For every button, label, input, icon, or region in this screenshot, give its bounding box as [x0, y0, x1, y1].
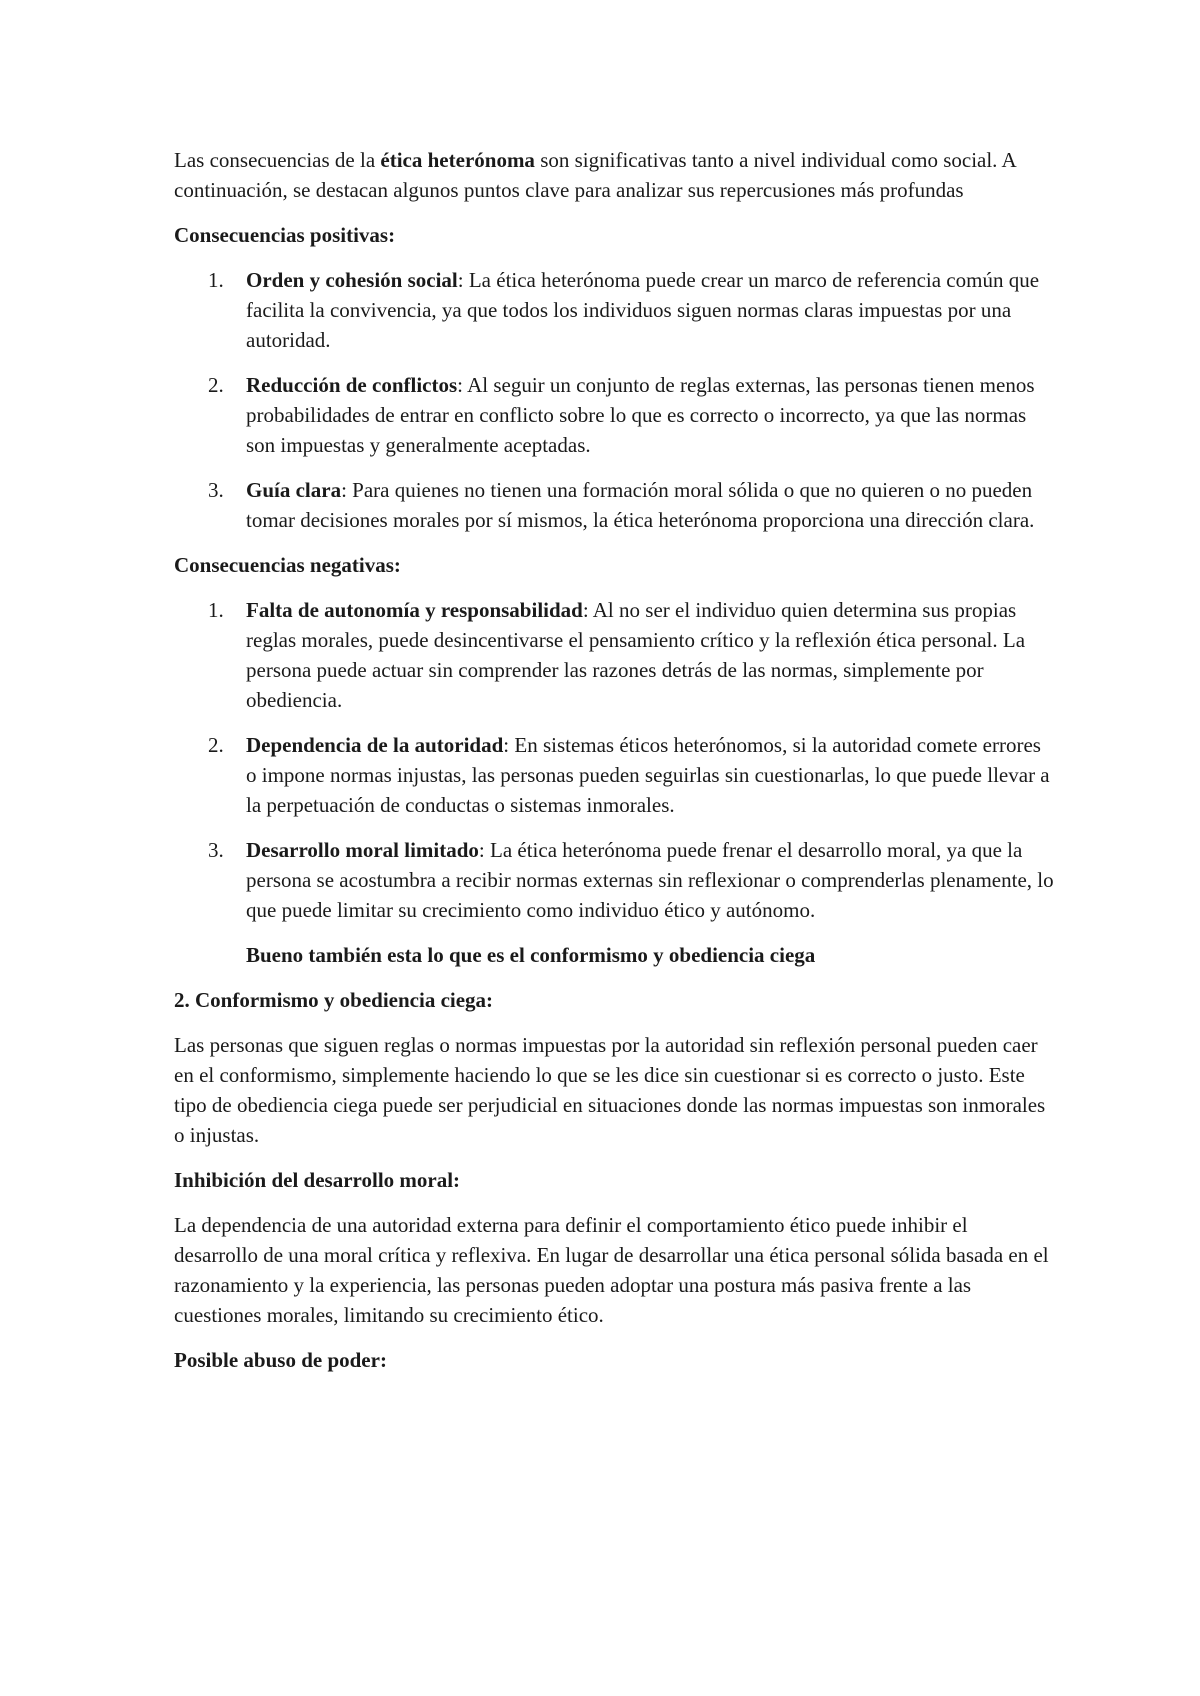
- inhibition-heading: Inhibición del desarrollo moral:: [174, 1168, 461, 1192]
- list-number: 1.: [208, 268, 224, 292]
- list-item: [174, 370, 1054, 460]
- negative-list: [174, 595, 1054, 925]
- list-number: 3.: [208, 838, 224, 862]
- negative-heading: Consecuencias negativas:: [174, 553, 401, 577]
- list-text: : La ética heterónoma puede crear un marco de referencia común que facilita la convivencia, ya que todos los individuos siguen normas claras impuestas por una autoridad.: [246, 268, 1040, 352]
- list-text: : La ética heterónoma puede frenar el desarrollo moral, ya que la persona se acostumbra a recibir normas externas sin reflexionar o comprenderlas plenamente, lo que puede limitar su crecimiento como individuo ético y autónomo.: [246, 838, 1054, 922]
- list-number: 2.: [208, 733, 224, 757]
- list-text: : En sistemas éticos heterónomos, si la autoridad comete errores o impone normas injustas, las personas pueden seguirlas sin cuestionarlas, lo que puede llevar a la perpetuación de conductas o sistemas inmorales.: [246, 733, 1050, 817]
- list-term: Guía clara: [246, 478, 342, 502]
- list-item: [174, 265, 1054, 355]
- document-body: [174, 145, 1054, 1390]
- list-number: 1.: [208, 598, 224, 622]
- list-item: [174, 730, 1054, 820]
- section2-paragraph: Las personas que siguen reglas o normas impuestas por la autoridad sin reflexión personal pueden caer en el conformismo, simplemente haciendo lo que se les dice sin cuestionar si es correcto o justo. Este tipo de obediencia ciega puede ser perjudicial en situaciones donde las normas impuestas son inmorales o injustas.: [174, 1033, 1046, 1147]
- list-term: Falta de autonomía y responsabilidad: [246, 598, 583, 622]
- list-number: 3.: [208, 478, 224, 502]
- list-text: : Al seguir un conjunto de reglas externas, las personas tienen menos probabilidades de entrar en conflicto sobre lo que es correcto o incorrecto, ya que las normas son impuestas y generalmente aceptadas.: [246, 373, 1035, 457]
- list-term: Dependencia de la autoridad: [246, 733, 504, 757]
- intro-text-end: son significativas tanto a nivel individual como social. A continuación, se destacan algunos puntos clave para analizar sus repercusiones más profundas: [174, 148, 1016, 202]
- list-item: [174, 595, 1054, 715]
- list-term: Reducción de conflictos: [246, 373, 458, 397]
- intro-bold-term: ética heterónoma: [380, 148, 535, 172]
- list-text: : Al no ser el individuo quien determina sus propias reglas morales, puede desincentivarse el pensamiento crítico y la reflexión ética personal. La persona puede actuar sin comprender las razones detrás de las normas, simplemente por obediencia.: [246, 598, 1026, 712]
- list-number: 2.: [208, 373, 224, 397]
- list-item: [174, 835, 1054, 925]
- note-line: Bueno también esta lo que es el conformismo y obediencia ciega: [246, 943, 816, 967]
- list-item: [174, 475, 1054, 535]
- intro-text-start: Las consecuencias de la: [174, 148, 381, 172]
- list-term: Orden y cohesión social: [246, 268, 458, 292]
- list-term: Desarrollo moral limitado: [246, 838, 479, 862]
- section2-heading: 2. Conformismo y obediencia ciega:: [174, 988, 494, 1012]
- intro-paragraph: [174, 145, 1054, 205]
- abuse-heading: Posible abuso de poder:: [174, 1348, 387, 1372]
- positive-list: [174, 265, 1054, 535]
- positive-heading: Consecuencias positivas:: [174, 223, 396, 247]
- inhibition-paragraph: La dependencia de una autoridad externa para definir el comportamiento ético puede inhibir el desarrollo de una moral crítica y reflexiva. En lugar de desarrollar una ética personal sólida basada en el razonamiento y la experiencia, las personas pueden adoptar una postura más pasiva frente a las cuestiones morales, limitando su crecimiento ético.: [174, 1213, 1049, 1327]
- list-text: : Para quienes no tienen una formación moral sólida o que no quieren o no pueden tomar decisiones morales por sí mismos, la ética heterónoma proporciona una dirección clara.: [246, 478, 1035, 532]
